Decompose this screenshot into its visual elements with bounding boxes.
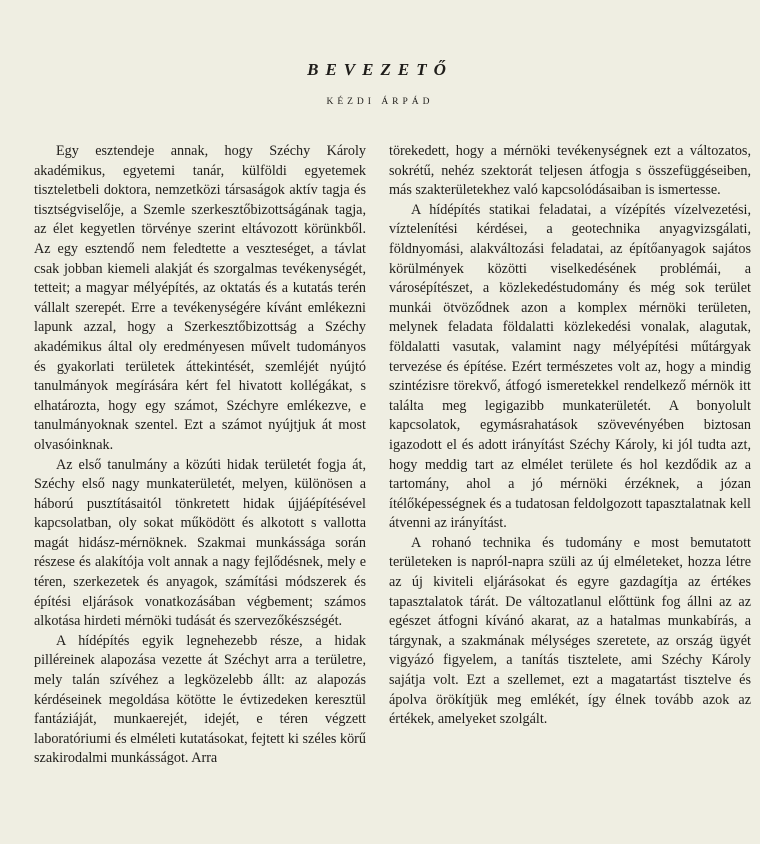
paragraph: A hídépítés egyik legnehezebb része, a hidak pilléreinek alapozása vezette át Széchyt arra a területre, mely talán szívéhez a legközelebb állt: az alapozás kérdéseinek megoldása kötötte le évtizedeken keresztül fantáziáját, munkaerejét, idejét, e téren végzett laboratóriumi és elméleti kutatásokat, fejtett ki széles körű szakirodalmi munkásságot. Arra: [34, 632, 366, 767]
left-column: [34, 142, 366, 769]
paragraph: Az első tanulmány a közúti hidak területét fogja át, Széchy első nagy munkaterületét, melyen, különösen a háború pusztításaitól tönkretett hidak újjáépítésével kapcsolatban, oly sokat működött és alkotott s vallotta magát hidász-mérnöknek. Szakmai munkássága során részese és alakítója volt annak a nagy fejlődésnek, mely e téren, szerkezetek és anyagok, számítási módszerek és építési eljárások vonatkozásában végbement; számos alkotása hirdeti mérnöki tudását és szervezőkészségét.: [34, 456, 366, 630]
right-column: [389, 142, 751, 730]
article-author: KÉZDI ÁRPÁD: [326, 97, 434, 107]
paragraph-continuation: törekedett, hogy a mérnöki tevékenységnek ezt a változatos, sokrétű, nehéz szektorát teljesen átfogja s összefüggéseiben, más szakterületekhez való kapcsolódásaiban is ismertesse.: [389, 143, 751, 199]
paragraph: A rohanó technika és tudomány e most bemutatott területeken is napról-napra szüli az új elméleteket, hozza létre az új kiviteli eljárásokat és egyre gazdagítja az értékes tapasztalatok tárát. De változatlanul előttünk fog állni az az egészet átfogni kívánó akarat, az a hatalmas munkabírás, a tárgynak, a szakmának mélységes szeretete, az ország ügyét vigyázó figyelem, a tanítás tisztelete, ami Széchy Károly sajátja volt. Ezt a szellemet, ezt a magatartást tisztelve és ápolva örökítjük meg emlékét, így élnek tovább azok az értékek, amelyeket szolgált.: [389, 534, 751, 728]
paragraph: A hídépítés statikai feladatai, a vízépítés vízelvezetési, víztelenítési kérdései, a geotechnika anyagvizsgálati, földnyomási, alakváltozási feladatai, az építőanyagok sajátos körülmények közötti viselkedésének problémái, a városépítészet, a közlekedéstudomány és még sok terület munkái ötvöződnek azon a komplex mérnöki területen, melynek feladata földalatti közlekedési vonalak, alagutak, földalatti vasutak, valamint nagy mélyépítési műtárgyak tervezése és építése. Ezért természetes volt az, hogy a mindig szintézisre törekvő, átfogó ismeretekkel rendelkező mérnök itt találta meg legigazibb munkaterületét. A bonyolult kapcsolatok, egymásrahatások szövevényében biztosan igazodott el és adott irányítást Széchy Károly, ki jól tudta azt, hogy meddig tart az elmélet területe és hol kezdődik az a tartomány, ahol a jó mérnöki érzéknek, a józan ítélőképességnek és a tudatosan feldolgozott tapasztalatnak kell átvenni az irányítást.: [389, 201, 751, 532]
article-title: BEVEZETŐ: [307, 60, 453, 79]
paragraph: Egy esztendeje annak, hogy Széchy Károly akadémikus, egyetemi tanár, külföldi egyetemek tiszteletbeli doktora, nemzetközi társaságok aktív tagja és tisztségviselője, a Szemle szerkesztőbizottságának tagja, az élet kegyetlen törvénye szerint eltávozott körünkből. Az egy esztendő nem feledtette a veszteséget, a távlat csak jobban kiemeli alakját és szorgalmas tevékenységét, tetteit; a magyar mélyépítés, az oktatás és a kutatás terén vállalt szerepét. Erre a tevékenységére kívánt emlékezni lapunk azzal, hogy a Szerkesztőbizottság a Széchy akadémikus által oly eredményesen művelt tudományos és gyakorlati területek áttekintését, szemléjét nyújtó tanulmányok megírására kért fel hivatott kollégákat, s elhatározta, hogy egy számot, Széchyre emlékezve, e tanulmányoknak szentel. Ezt a számot nyújtjuk át most olvasóinknak.: [34, 143, 366, 453]
